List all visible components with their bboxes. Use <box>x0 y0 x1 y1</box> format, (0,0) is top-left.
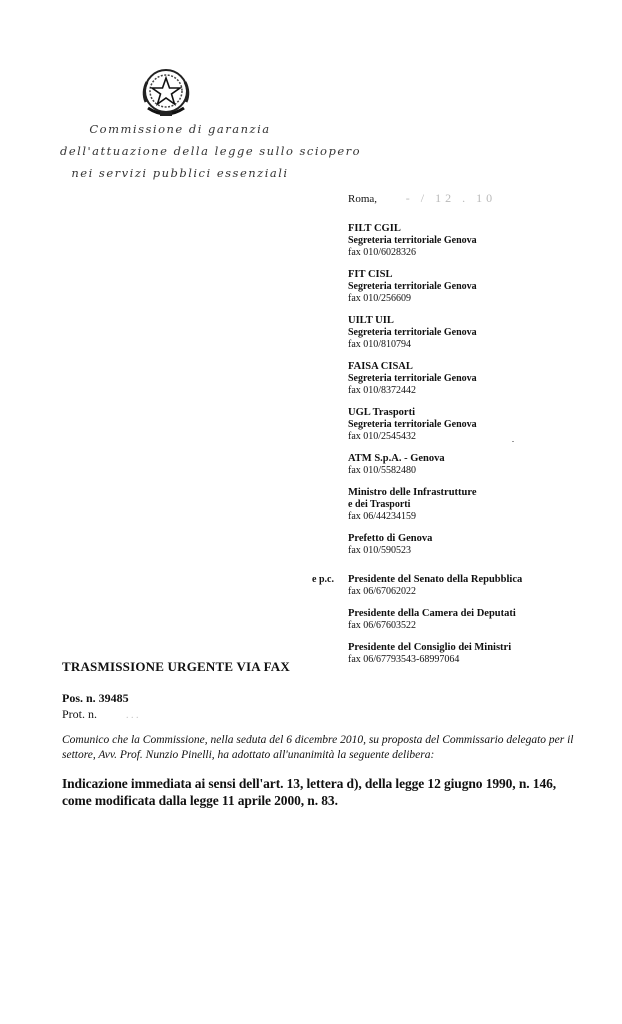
recipient-fax: fax 010/5582480 <box>348 465 417 476</box>
recipient-org: UGL Trasporti <box>348 407 415 418</box>
commission-name <box>60 118 362 184</box>
recipient-org: UILT UIL <box>348 315 394 326</box>
recipient-fax: fax 010/256609 <box>348 293 412 304</box>
cc-recipient-camera <box>348 608 608 632</box>
protocol-number <box>62 707 139 722</box>
recipient-fax: fax 06/44234159 <box>348 511 417 522</box>
recipient-org: Presidente del Consiglio dei Ministri <box>348 642 512 653</box>
recipient-atm <box>348 453 598 477</box>
recipient-org: Ministro delle Infrastrutture <box>348 487 477 498</box>
recipient-faisa-cisal <box>348 361 598 397</box>
commission-name-line-2: dell'attuazione della legge sullo sciopero <box>60 144 362 158</box>
recipient-fax: fax 010/590523 <box>348 545 412 556</box>
recipient-sub: e dei Trasporti <box>348 499 411 510</box>
place-date <box>348 191 496 206</box>
subject-heading: Indicazione immediata ai sensi dell'art. 13, lettera d), della legge 12 giugno 1990, n. 146, come modificata dalla legge 11 aprile 2000, n. 83. <box>62 776 557 808</box>
cc-label: e p.c. <box>312 574 334 585</box>
protocol-value: . . . <box>126 710 139 721</box>
place-label: Roma, <box>348 193 378 205</box>
recipient-fax: fax 06/67603522 <box>348 620 417 631</box>
recipient-org: FILT CGIL <box>348 223 401 234</box>
recipient-prefetto <box>348 533 598 557</box>
protocol-label: Prot. n. <box>62 707 98 721</box>
recipient-fit-cisl <box>348 269 598 305</box>
commission-name-line-1: Commissione di garanzia <box>89 122 271 136</box>
scan-speck <box>512 441 514 442</box>
recipient-org: ATM S.p.A. - Genova <box>348 453 445 464</box>
recipient-list <box>348 223 598 567</box>
recipient-fax: fax 06/67062022 <box>348 586 417 597</box>
recipient-filt-cgil <box>348 223 598 259</box>
recipient-sub: Segreteria territoriale Genova <box>348 419 477 430</box>
italian-republic-emblem-icon <box>138 64 194 122</box>
recipient-fax: fax 010/6028326 <box>348 247 417 258</box>
date-stamp: - / 12 . 10 <box>405 191 497 205</box>
commission-name-line-3: nei servizi pubblici essenziali <box>71 166 289 180</box>
letterhead-emblem <box>138 64 194 122</box>
recipient-sub: Segreteria territoriale Genova <box>348 235 477 246</box>
position-number: Pos. n. 39485 <box>62 691 129 705</box>
intro-paragraph: Comunico che la Commissione, nella seduta del 6 dicembre 2010, su proposta del Commissario delegato per il settore, Avv. Prof. Nunzio Pinelli, ha adottato all'unanimità la seguente delibera: <box>62 734 574 761</box>
recipient-fax: fax 010/2545432 <box>348 431 417 442</box>
recipient-ugl-trasporti <box>348 407 598 443</box>
recipient-fax: fax 010/8372442 <box>348 385 417 396</box>
recipient-fax: fax 06/67793543-68997064 <box>348 654 460 665</box>
recipient-org: Presidente del Senato della Repubblica <box>348 574 523 585</box>
recipient-fax: fax 010/810794 <box>348 339 412 350</box>
cc-recipient-consiglio <box>348 642 608 666</box>
recipient-ministro <box>348 487 598 523</box>
recipient-org: FIT CISL <box>348 269 393 280</box>
recipient-sub: Segreteria territoriale Genova <box>348 373 477 384</box>
recipient-org: Prefetto di Genova <box>348 533 433 544</box>
cc-recipient-list <box>348 574 608 676</box>
recipient-sub: Segreteria territoriale Genova <box>348 327 477 338</box>
recipient-org: FAISA CISAL <box>348 361 413 372</box>
transmission-notice: TRASMISSIONE URGENTE VIA FAX <box>62 659 290 674</box>
recipient-org: Presidente della Camera dei Deputati <box>348 608 516 619</box>
cc-recipient-senato <box>348 574 608 598</box>
recipient-sub: Segreteria territoriale Genova <box>348 281 477 292</box>
recipient-uilt-uil <box>348 315 598 351</box>
